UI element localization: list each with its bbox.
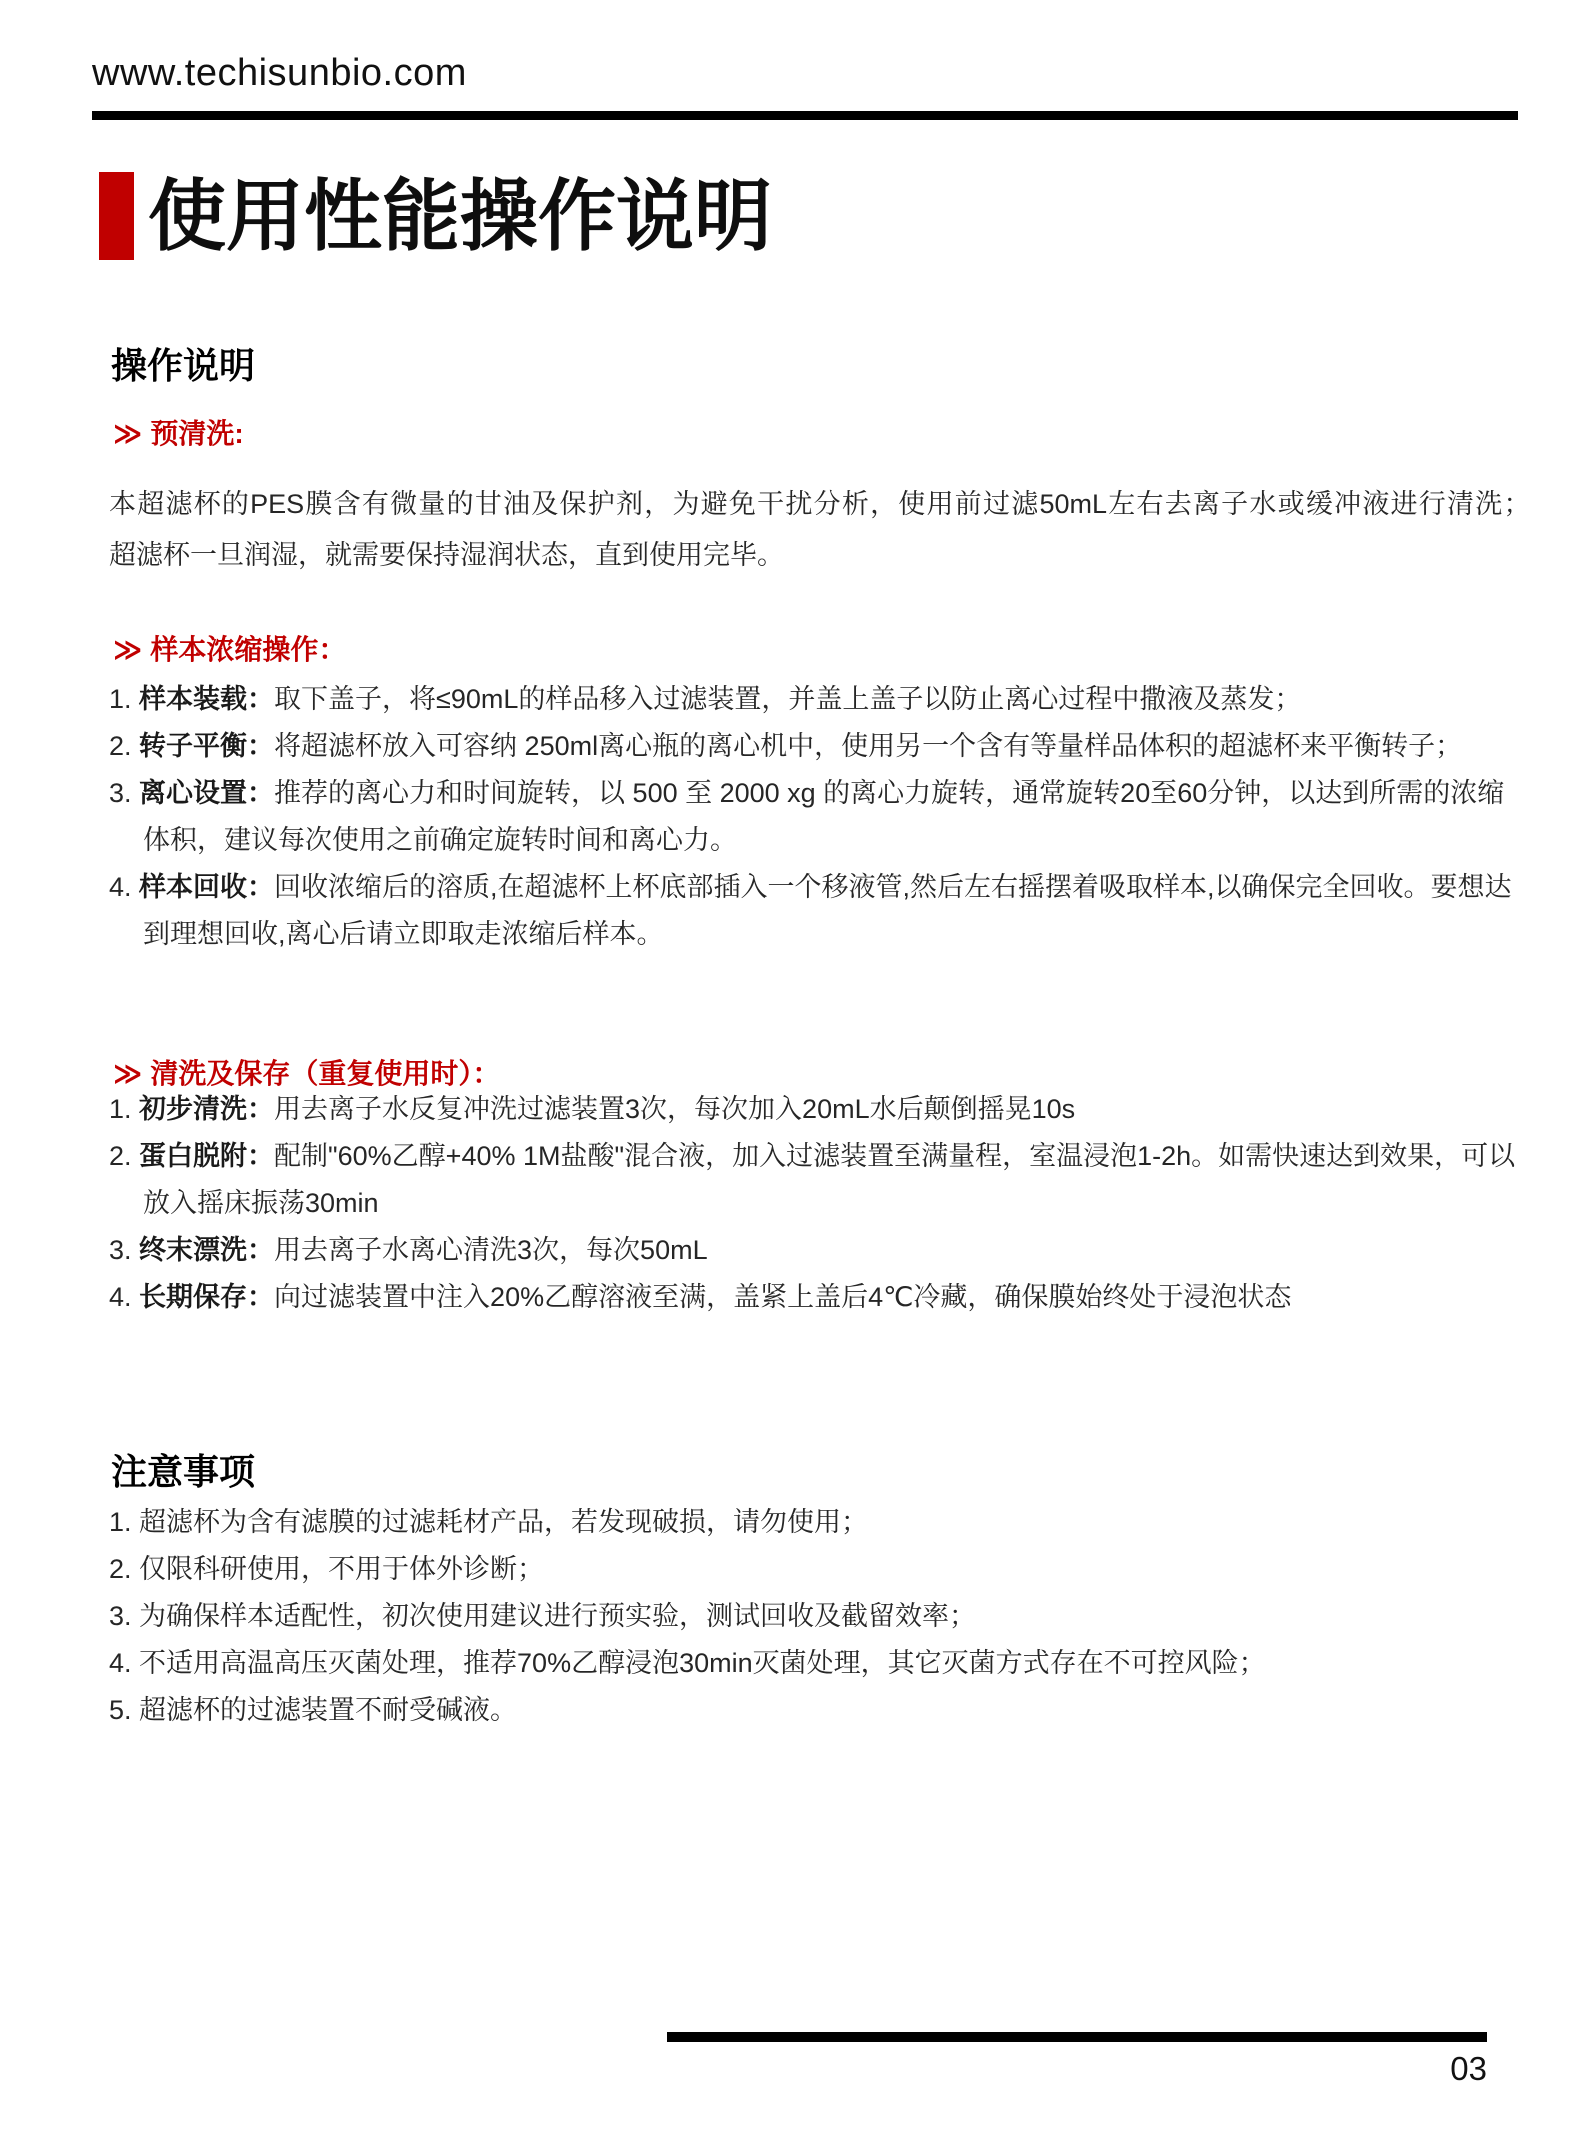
item-label: 离心设置： bbox=[139, 778, 275, 808]
item-label: 样本回收： bbox=[139, 872, 275, 902]
footer-divider bbox=[667, 2032, 1487, 2042]
item-text: 超滤杯的过滤装置不耐受碱液。 bbox=[139, 1695, 518, 1725]
item-label: 初步清洗： bbox=[139, 1094, 275, 1124]
list-item bbox=[109, 1687, 1519, 1734]
item-number: 4. bbox=[109, 1282, 132, 1312]
double-chevron-icon: ≫ bbox=[113, 1058, 143, 1089]
item-text: 推荐的离心力和时间旋转，以 500 至 2000 xg 的离心力旋转，通常旋转20至60分钟，以达到所需的浓缩体积，建议每次使用之前确定旋转时间和离心力。 bbox=[143, 778, 1505, 855]
item-label: 样本装载： bbox=[139, 684, 275, 714]
item-label: 终末漂洗： bbox=[139, 1235, 275, 1265]
item-text: 回收浓缩后的溶质,在超滤杯上杯底部插入一个移液管,然后左右摇摆着吸取样本,以确保完全回收。要想达到理想回收,离心后请立即取走浓缩后样本。 bbox=[143, 872, 1512, 949]
item-text: 用去离子水反复冲洗过滤装置3次，每次加入20mL水后颠倒摇晃10s bbox=[274, 1094, 1076, 1124]
concentration-list bbox=[109, 676, 1519, 958]
item-number: 2. bbox=[109, 1554, 132, 1584]
section-heading-notes: 注意事项 bbox=[111, 1451, 256, 1492]
list-item bbox=[109, 676, 1519, 723]
double-chevron-icon: ≫ bbox=[113, 634, 143, 665]
subhead-concentration-label: 样本浓缩操作： bbox=[150, 634, 347, 665]
list-item bbox=[109, 864, 1519, 958]
list-item bbox=[109, 1640, 1519, 1687]
item-number: 4. bbox=[109, 872, 132, 902]
item-number: 3. bbox=[109, 1235, 132, 1265]
subhead-concentration bbox=[113, 628, 346, 668]
item-number: 1. bbox=[109, 1094, 132, 1124]
double-chevron-icon: ≫ bbox=[113, 418, 143, 449]
list-item bbox=[109, 1227, 1519, 1274]
item-text: 用去离子水离心清洗3次，每次50mL bbox=[274, 1235, 708, 1265]
item-text: 超滤杯为含有滤膜的过滤耗材产品，若发现破损，请勿使用； bbox=[139, 1507, 869, 1537]
page-number: 03 bbox=[1450, 2050, 1487, 2087]
red-title-block bbox=[99, 172, 134, 260]
item-text: 仅限科研使用，不用于体外诊断； bbox=[139, 1554, 545, 1584]
list-item bbox=[109, 1086, 1519, 1133]
subhead-precleaning bbox=[113, 412, 244, 452]
item-number: 3. bbox=[109, 778, 132, 808]
item-label: 转子平衡： bbox=[139, 731, 275, 761]
item-number: 3. bbox=[109, 1601, 132, 1631]
header-divider bbox=[92, 111, 1518, 120]
list-item bbox=[109, 1593, 1519, 1640]
title-row bbox=[99, 170, 772, 262]
list-item bbox=[109, 1133, 1519, 1227]
item-number: 2. bbox=[109, 1141, 132, 1171]
item-number: 5. bbox=[109, 1695, 132, 1725]
cleaning-list bbox=[109, 1086, 1519, 1321]
list-item bbox=[109, 1274, 1519, 1321]
item-text: 为确保样本适配性，初次使用建议进行预实验，测试回收及截留效率； bbox=[139, 1601, 977, 1631]
website-url: www.techisunbio.com bbox=[92, 52, 467, 94]
section-heading-operation: 操作说明 bbox=[111, 345, 256, 386]
item-label: 蛋白脱附： bbox=[139, 1141, 275, 1171]
notes-list bbox=[109, 1499, 1519, 1734]
precleaning-paragraph: 本超滤杯的PES膜含有微量的甘油及保护剂，为避免干扰分析，使用前过滤50mL左右去离子水或缓冲液进行清洗； 超滤杯一旦润湿，就需要保持湿润状态，直到使用完毕。 bbox=[109, 489, 1571, 570]
list-item bbox=[109, 723, 1519, 770]
item-text: 配制"60%乙醇+40% 1M盐酸"混合液，加入过滤装置至满量程，室温浸泡1-2h。如需快速达到效果，可以放入摇床振荡30min bbox=[143, 1141, 1516, 1218]
item-text: 将超滤杯放入可容纳 250ml离心瓶的离心机中，使用另一个含有等量样品体积的超滤杯来平衡转子； bbox=[274, 731, 1463, 761]
item-number: 2. bbox=[109, 731, 132, 761]
list-item bbox=[109, 1499, 1519, 1546]
page-title: 使用性能操作说明 bbox=[148, 172, 773, 260]
item-number: 4. bbox=[109, 1648, 132, 1678]
item-text: 向过滤装置中注入20%乙醇溶液至满，盖紧上盖后4℃冷藏，确保膜始终处于浸泡状态 bbox=[274, 1282, 1292, 1312]
list-item bbox=[109, 770, 1519, 864]
item-number: 1. bbox=[109, 1507, 132, 1537]
subhead-cleaning-label: 清洗及保存（重复使用时）： bbox=[150, 1058, 501, 1089]
subhead-precleaning-label: 预清洗: bbox=[150, 418, 244, 449]
item-number: 1. bbox=[109, 684, 132, 714]
item-text: 不适用高温高压灭菌处理，推荐70%乙醇浸泡30min灭菌处理，其它灭菌方式存在不可控风险； bbox=[139, 1648, 1266, 1678]
item-label: 长期保存： bbox=[139, 1282, 275, 1312]
item-text: 取下盖子，将≤90mL的样品移入过滤装置，并盖上盖子以防止离心过程中撒液及蒸发； bbox=[274, 684, 1302, 714]
list-item bbox=[109, 1546, 1519, 1593]
